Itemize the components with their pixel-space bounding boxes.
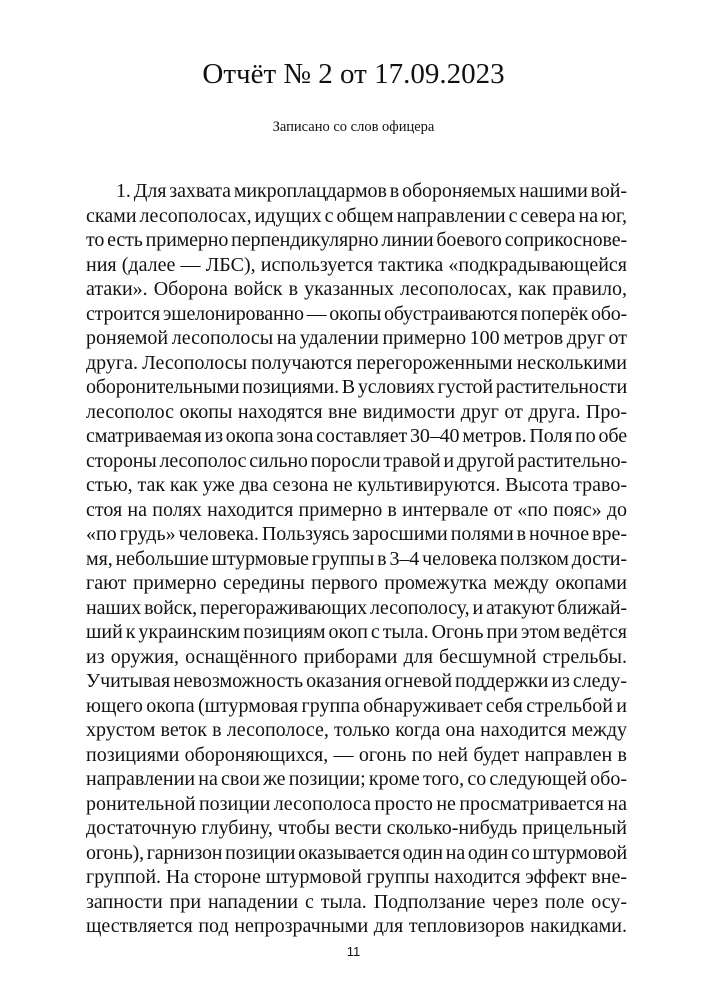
text-line-content: стороны лесополос сильно поросли травой и другой растительно-	[86, 449, 627, 472]
text-line	[86, 473, 628, 498]
text-line-content: ющего окопа (штурмовая группа обнаруживает себя стрельбой и	[86, 694, 627, 717]
text-line-content: стоя на полях находится примерно в интервале от «по пояс» до	[86, 498, 627, 521]
text-line-content: группой. На стороне штурмовой группы находится эффект вне-	[86, 866, 627, 888]
text-line-content: ронительной позиции лесополоса просто не просматривается на	[86, 792, 627, 815]
text-line-content: огонь), гарнизон позиции оказывается один на один со штурмовой	[86, 841, 627, 864]
text-line	[86, 816, 628, 841]
text-line-content: из оружия, оснащённого приборами для бесшумной стрельбы.	[86, 645, 627, 668]
text-line	[86, 351, 628, 376]
text-line	[86, 890, 628, 915]
text-line-content: ния (далее — ЛБС), используется тактика «подкрадывающейся	[86, 253, 627, 276]
text-line	[86, 228, 628, 253]
text-line	[86, 326, 628, 351]
text-line	[86, 498, 628, 523]
text-line-content: Учитывая невозможность оказания огневой поддержки из следу-	[86, 670, 627, 692]
text-line-content: стью, так как уже два сезона не культивируются. Высота траво-	[86, 474, 627, 496]
text-line-content: «по грудь» человека. Пользуясь заросшими полями в ночное вре-	[86, 523, 627, 545]
text-line	[86, 694, 628, 719]
text-line	[86, 424, 628, 449]
text-line	[86, 547, 628, 572]
text-line	[86, 865, 628, 890]
text-line	[86, 449, 628, 474]
page-subtitle: Записано со слов офицера	[272, 119, 435, 135]
text-line	[86, 400, 628, 425]
page-title: Отчёт № 2 от 17.09.2023	[202, 58, 505, 90]
text-line	[86, 669, 628, 694]
text-line-content: то есть примерно перпендикулярно линии боевого соприкоснове-	[86, 229, 627, 251]
page-number: 11	[346, 944, 361, 959]
text-line-content: роняемой лесополосы на удалении примерно 100 метров друг от	[86, 327, 627, 349]
text-line-content: друга. Лесополосы получаются перегороженными несколькими	[86, 351, 627, 374]
text-line	[86, 375, 628, 400]
text-line-content: сматриваемая из окопа зона составляет 30–40 метров. Поля по обе	[86, 425, 627, 447]
text-line-content: строится эшелонированно — окопы обустраиваются поперёк обо-	[86, 302, 627, 325]
text-line	[86, 620, 628, 645]
text-line-content: позициями обороняющихся, — огонь по ней будет направлен в	[86, 743, 627, 766]
text-line-content: достаточную глубину, чтобы вести сколько-нибудь прицельный	[86, 817, 627, 839]
text-line-content: наших войск, перегораживающих лесополосу, и атакуют ближай-	[86, 596, 627, 619]
text-line-content: 1. Для захвата микроплацдармов в обороняемых нашими вой-	[116, 180, 627, 202]
text-line-content: направлении на свои же позиции; кроме того, со следующей обо-	[86, 768, 627, 790]
text-line	[86, 302, 628, 327]
text-line	[86, 645, 628, 670]
text-line-content: атаки». Оборона войск в указанных лесополосах, как правило,	[86, 278, 627, 300]
text-line-content: хрустом веток в лесополосе, только когда она находится между	[86, 719, 627, 741]
text-line	[86, 277, 628, 302]
text-line	[86, 253, 628, 278]
text-line-content: ший к украинским позициям окоп с тыла. Огонь при этом ведётся	[86, 621, 627, 643]
text-line	[86, 571, 628, 596]
text-line	[86, 767, 628, 792]
text-line-content: гают примерно середины первого промежутка между окопами	[86, 572, 627, 594]
text-line	[86, 792, 628, 817]
text-line-content: сками лесополосах, идущих с общем направлении с севера на юг,	[86, 204, 627, 227]
text-line	[86, 718, 628, 743]
text-line-content: запности при нападении с тыла. Подползание через поле осу-	[86, 890, 627, 913]
text-line	[86, 743, 628, 768]
text-line-content: оборонительными позициями. В условиях густой растительности	[86, 376, 627, 398]
text-line	[86, 914, 628, 939]
text-line-content: лесополос окопы находятся вне видимости друг от друга. Про-	[86, 400, 627, 423]
text-line	[86, 841, 628, 866]
text-line	[86, 522, 628, 547]
body-paragraph	[86, 179, 628, 939]
text-line-content: ществляется под непрозрачными для тепловизоров накидками.	[86, 915, 627, 937]
text-line	[86, 596, 628, 621]
text-line	[86, 179, 628, 204]
text-line	[86, 204, 628, 229]
text-line-content: мя, небольшие штурмовые группы в 3–4 человека ползком дости-	[86, 547, 627, 570]
